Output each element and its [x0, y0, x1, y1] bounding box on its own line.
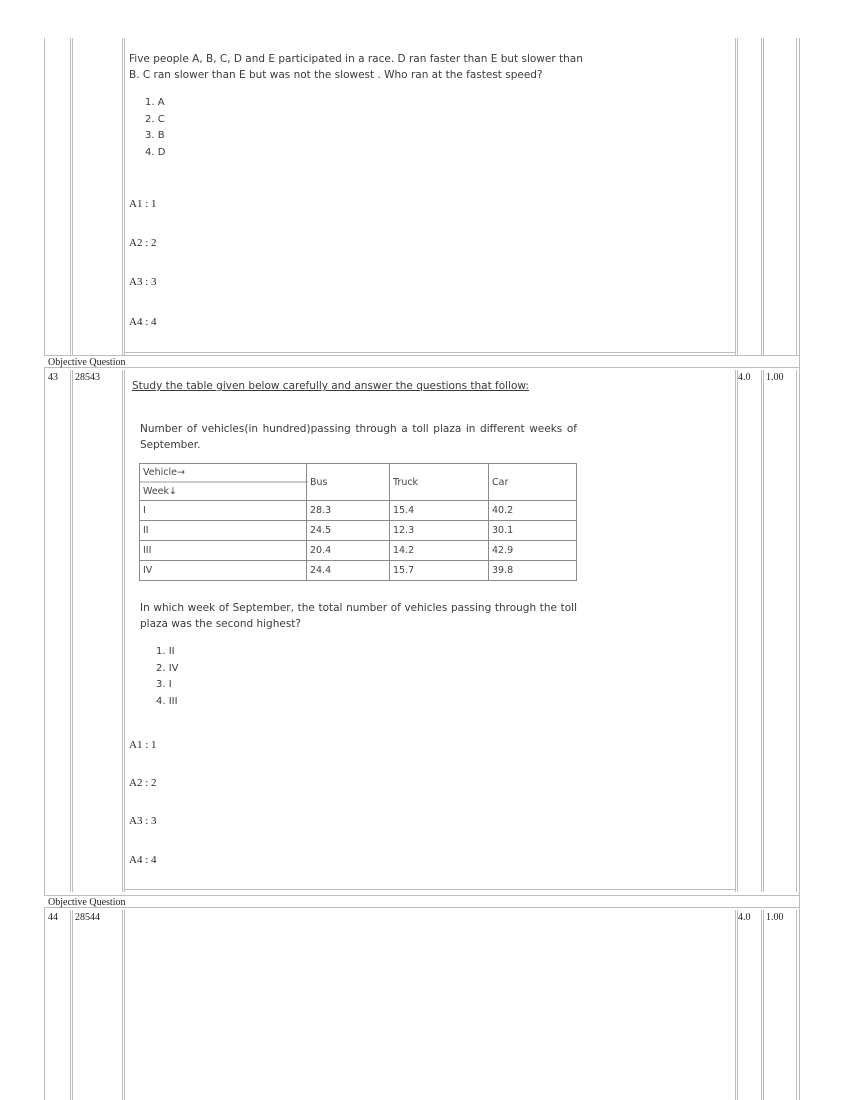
options-list	[145, 95, 165, 161]
table-cell: 15.4	[390, 501, 489, 521]
option-item: 1. II	[156, 646, 175, 657]
table-cell: 20.4	[307, 541, 390, 561]
grid-line	[70, 38, 71, 356]
question-heading: Study the table given below carefully and answer the questions that follow:	[132, 380, 529, 392]
table-row	[140, 501, 577, 521]
grid-line	[737, 910, 738, 1100]
header-week-label: Week↓	[143, 486, 177, 497]
caption-line: September.	[140, 439, 201, 451]
negative-marks: 1.00	[766, 912, 784, 923]
table-caption	[140, 421, 577, 453]
table-header-cell: Bus	[307, 464, 390, 501]
grid-line	[737, 38, 738, 356]
table-cell: IV	[140, 561, 307, 581]
grid-line	[124, 370, 125, 892]
table-cell: 14.2	[390, 541, 489, 561]
table-cell: 12.3	[390, 521, 489, 541]
grid-line	[124, 889, 735, 890]
table-cell: II	[140, 521, 307, 541]
grid-line	[796, 38, 797, 356]
answer-option: A2 : 2	[129, 237, 157, 249]
options-list	[156, 644, 179, 710]
negative-marks: 1.00	[766, 372, 784, 383]
question-number: 44	[48, 912, 58, 923]
vehicle-table	[139, 463, 577, 581]
option-item: 4. III	[156, 695, 178, 707]
grid-line	[763, 370, 764, 892]
question-line: In which week of September, the total number of vehicles passing through the toll	[140, 602, 577, 614]
option-item: 3. I	[156, 679, 172, 690]
grid-line	[761, 910, 762, 1100]
grid-line	[72, 370, 73, 892]
table-cell: 15.7	[390, 561, 489, 581]
answer-option: A4 : 4	[129, 316, 157, 328]
option-item: 1. A	[145, 97, 165, 108]
grid-line	[763, 38, 764, 356]
grid-line	[124, 38, 125, 356]
answer-option: A1 : 1	[129, 739, 157, 751]
table-cell: 24.4	[307, 561, 390, 581]
table-cell: 39.8	[489, 561, 577, 581]
header-vehicle-label: Vehicle→	[143, 467, 185, 478]
section-label: Objective Question	[44, 355, 799, 368]
option-item: 3. B	[145, 130, 165, 141]
answer-option: A2 : 2	[129, 777, 157, 789]
grid-line	[796, 370, 797, 892]
grid-line	[122, 38, 123, 356]
question-id: 28543	[75, 372, 100, 383]
table-cell: 28.3	[307, 501, 390, 521]
section-label: Objective Question	[44, 895, 799, 908]
table-cell: 40.2	[489, 501, 577, 521]
grid-line	[735, 38, 736, 356]
grid-line	[124, 910, 125, 1100]
option-item: 2. IV	[156, 662, 179, 674]
grid-line	[72, 38, 73, 356]
table-cell: 30.1	[489, 521, 577, 541]
grid-line	[124, 352, 735, 353]
grid-line	[761, 370, 762, 892]
grid-line	[799, 38, 800, 1100]
grid-line	[72, 910, 73, 1100]
grid-line	[796, 910, 797, 1100]
grid-line	[70, 910, 71, 1100]
grid-line	[122, 910, 123, 1100]
grid-line	[70, 370, 71, 892]
grid-line	[735, 370, 736, 892]
answer-option: A1 : 1	[129, 198, 157, 210]
question-text	[129, 51, 729, 83]
grid-line	[735, 910, 736, 1100]
question-line: Five people A, B, C, D and E participated in a race. D ran faster than E but slower than	[129, 53, 583, 65]
question-id: 28544	[75, 912, 100, 923]
table-row	[140, 541, 577, 561]
grid-line	[763, 910, 764, 1100]
option-item: 4. D	[145, 146, 166, 158]
question-number: 43	[48, 372, 58, 383]
caption-line: Number of vehicles(in hundred)passing through a toll plaza in different weeks of	[140, 423, 577, 435]
table-cell: III	[140, 541, 307, 561]
diagonal-header-cell	[140, 464, 307, 501]
marks: 4.0	[738, 372, 751, 383]
answer-option: A3 : 3	[129, 276, 157, 288]
table-header-cell: Car	[489, 464, 577, 501]
question-line: plaza was the second highest?	[140, 618, 301, 630]
grid-line	[761, 38, 762, 356]
answer-option: A4 : 4	[129, 854, 157, 866]
grid-line	[122, 370, 123, 892]
table-cell: I	[140, 501, 307, 521]
table-header-row	[140, 464, 577, 501]
question-line: B. C ran slower than E but was not the slowest . Who ran at the fastest speed?	[129, 69, 543, 81]
table-row	[140, 521, 577, 541]
option-item: 2. C	[145, 113, 165, 125]
table-cell: 42.9	[489, 541, 577, 561]
question-text	[140, 600, 577, 632]
table-row	[140, 561, 577, 581]
table-cell: 24.5	[307, 521, 390, 541]
grid-line	[44, 38, 45, 1100]
marks: 4.0	[738, 912, 751, 923]
table-header-cell: Truck	[390, 464, 489, 501]
grid-line	[737, 370, 738, 892]
answer-option: A3 : 3	[129, 815, 157, 827]
